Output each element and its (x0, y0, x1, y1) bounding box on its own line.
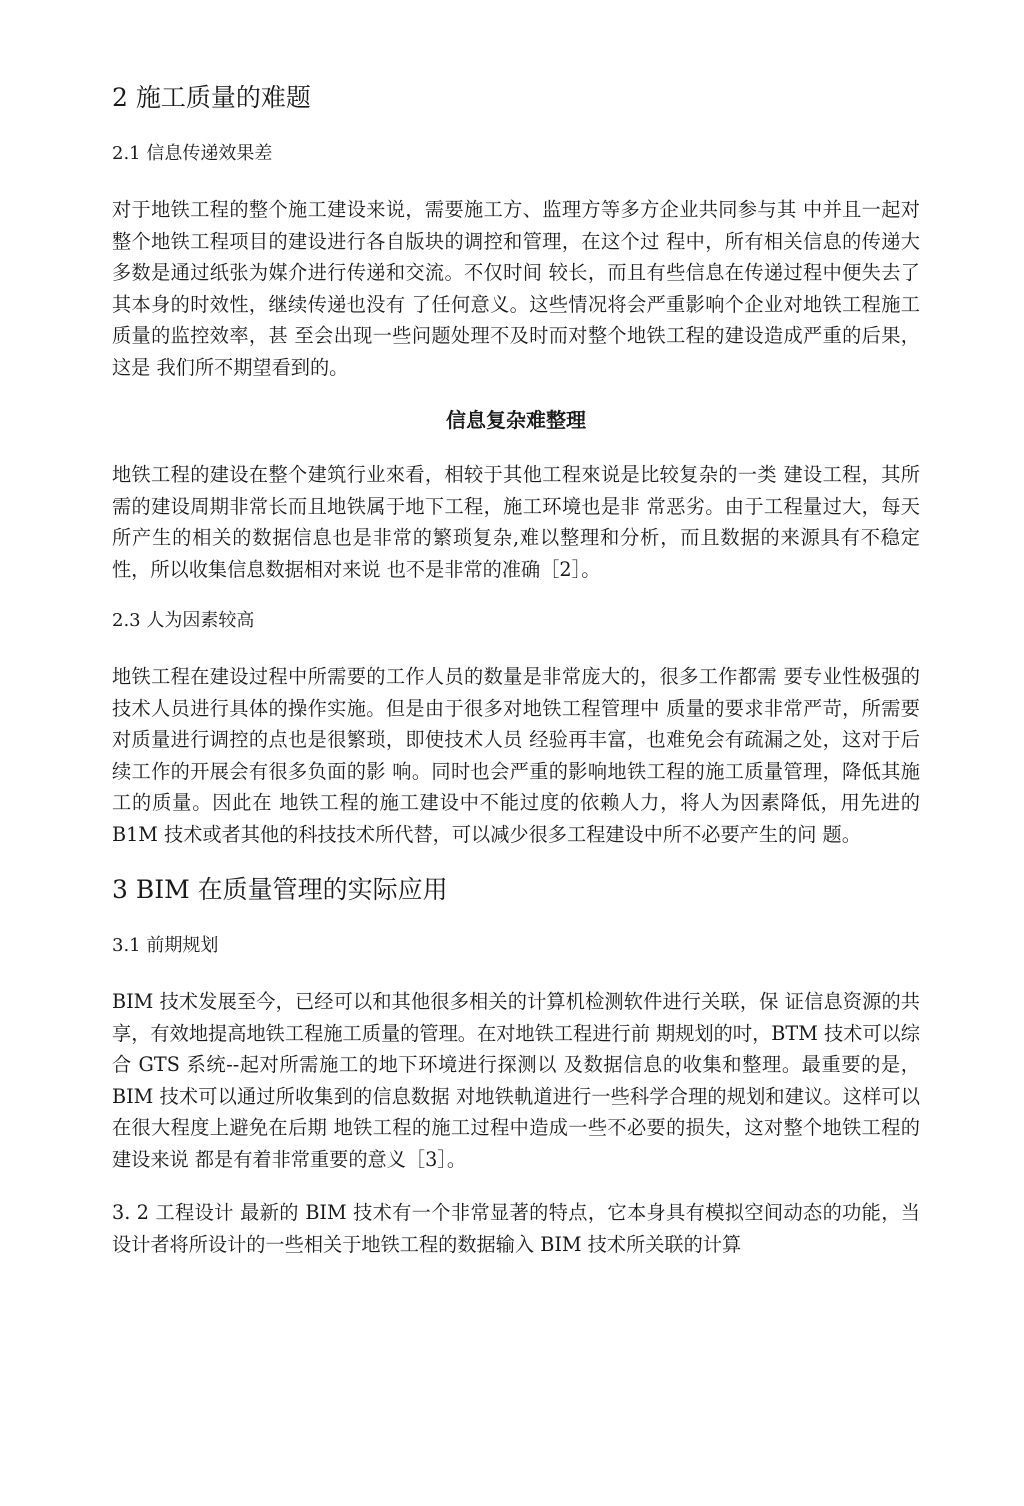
section-3-heading: 3 BIM 在质量管理的实际应用 (112, 875, 448, 904)
section-2-2-heading: 信息复杂难整理 (446, 408, 586, 432)
section-2-2-paragraph: 地铁工程的建设在整个建筑行业來看，相较于其他工程來说是比较复杂的一类 建设工程，其所需的建设周期非常长而且地铁属于地下工程，施工环境也是非 常恶劣。由于工程量过大，每天所产生的相关的数据信息也是非常的繁琐复杂,难以整理和分析，而且数据的来源具有不稳定性，所以收集信息数据相对来说 也不是非常的准确［2］。 (112, 463, 920, 581)
section-2-1-paragraph: 对于地铁工程的整个施工建设来说，需要施工方、监理方等多方企业共同参与其 中并且一起对整个地铁工程项目的建设进行各自版块的调控和管理，在这个过 程中，所有相关信息的传递大多数是通过纸张为媒介进行传递和交流。不仅时间 较长，而且有些信息在传递过程中便失去了其本身的时效性，继续传递也没有 了任何意义。这些情况将会严重影响个企业对地铁工程施工质量的监控效率，甚 至会出现一些问题处理不及时而对整个地铁工程的建设造成严重的后果，这是 我们所不期望看到的。 (112, 198, 920, 379)
section-3-1-heading: 3.1 前期规划 (112, 935, 219, 956)
section-2-3-heading: 2.3 人为因素较高 (112, 610, 255, 631)
section-2-1-heading: 2.1 信息传递效果差 (112, 143, 273, 164)
section-3-1-paragraph: BIM 技术发展至今，已经可以和其他很多相关的计算机检测软件进行关联，保 证信息资源的共享，有效地提高地铁工程施工质量的管理。在对地铁工程进行前 期规划的吋，BTM 技术可以综合 GTS 系统--起对所需施工的地下环境进行探测以 及数据信息的收集和整理。最重要的是，BIM 技术可以通过所收集到的信息数据 对地铁軌道进行一些科学合理的规划和建议。这样可以在很大程度上避免在后期 地铁工程的施工过程中造成一些不必要的损失，这对整个地铁工程的建设来说 都是有着非常重要的意义［3］。 (112, 990, 920, 1171)
section-2-heading: 2 施工质量的难题 (112, 83, 311, 112)
document-page (112, 80, 920, 1282)
section-2-3-paragraph: 地铁工程在建设过程中所需要的工作人员的数量是非常庞大的，很多工作都需 要专业性极强的技术人员进行具体的操作实施。但是由于很多对地铁工程管理中 质量的要求非常严苛，所需要对质量进行调控的点也是很繁琐，即使技术人员 经验再丰富，也难免会有疏漏之处，这对于后续工作的开展会有很多负面的影 响。同时也会严重的影响地铁工程的施工质量管理，降低其施工的质量。因此在 地铁工程的施工建设中不能过度的依赖人力，将人为因素降低，用先进的 B1M 技术或者其他的科技技术所代替，可以减少很多工程建设中所不必要产生的问 题。 (112, 665, 920, 846)
section-3-2-paragraph: 3. 2 工程设计 最新的 BIM 技术有一个非常显著的特点，它本身具有模拟空间动态的功能，当 设计者将所设计的一些相关于地铁工程的数据输入 BIM 技术所关联的计算 (112, 1201, 920, 1256)
